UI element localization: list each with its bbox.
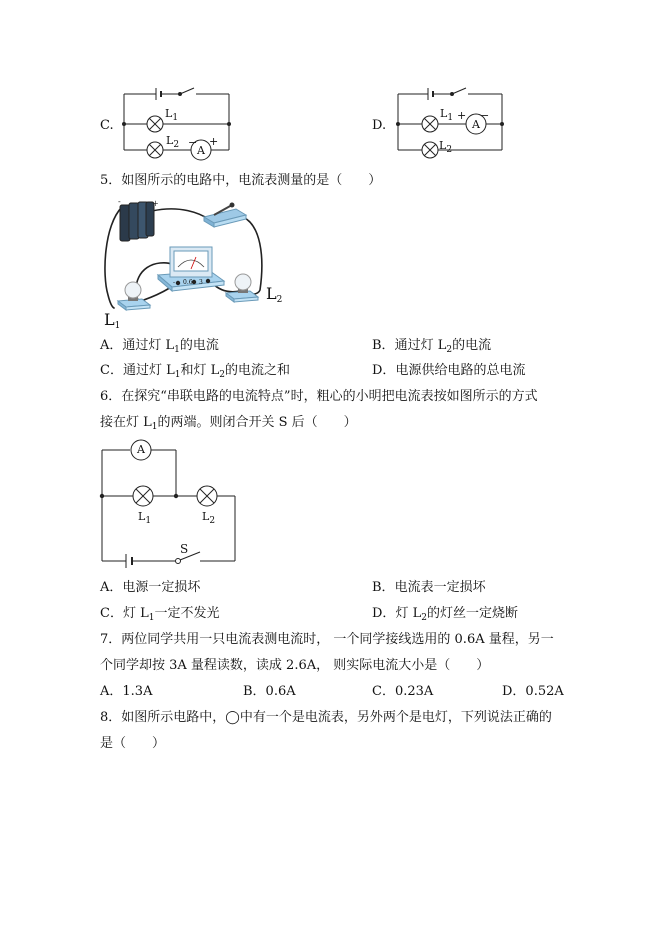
q6-l2-label: $L_2$ — [202, 510, 216, 526]
q6-option-b[interactable]: B．电流表一定损坏 — [372, 580, 486, 595]
question-7-stem-line1: 7．两位同学共用一只电流表测电流时， 一个同学接线选用的 0.6A 量程，另一 — [100, 632, 554, 647]
bulb-l1 — [118, 282, 150, 310]
question-6-stem-line2: 接在灯 $L_1$的两端。则闭合开关 S 后（ ） — [100, 415, 357, 432]
svg-text:+: + — [152, 199, 159, 208]
q6-option-d[interactable]: D．灯 $L_2$的灯丝一定烧断 — [372, 606, 518, 623]
q5-option-c[interactable]: C．通过灯 $L_1$和灯 $L_2$的电流之和 — [100, 363, 290, 380]
q7-option-d[interactable]: D．0.52A — [502, 684, 564, 699]
q6-switch-label: S — [180, 542, 189, 556]
question-7-stem-line2: 个同学却按 3A 量程读数，读成 2.6A， 则实际电流大小是（ ） — [100, 658, 490, 673]
bulb-l2 — [226, 274, 258, 302]
q7-option-c[interactable]: C．0.23A — [372, 684, 434, 699]
q7-option-b[interactable]: B．0.6A — [243, 684, 296, 699]
knife-switch — [204, 203, 246, 228]
option-d-label: D. — [372, 118, 387, 133]
q5-option-a[interactable]: A．通过灯 $L_1$的电流 — [100, 338, 219, 355]
meter-scale2-label: 3 — [199, 279, 203, 286]
option-c-label: C. — [100, 118, 114, 133]
meter-scale-label: 0.6 — [183, 279, 193, 286]
q6-option-a[interactable]: A．电源一定损坏 — [100, 580, 201, 595]
meter-minus-label: - — [173, 279, 176, 286]
c-l2-label: $L_2$ — [166, 134, 180, 150]
d-l1-label: $L_1$ — [440, 107, 454, 123]
q6-l1-label: $L_1$ — [138, 510, 152, 526]
c-minus-sign: − — [188, 136, 198, 149]
q7-option-a[interactable]: A．1.3A — [100, 684, 153, 699]
d-ammeter-label: A — [472, 118, 480, 131]
photo-l2-label: $L_2$ — [266, 284, 283, 305]
svg-text:-: - — [118, 197, 121, 206]
circuit-photo — [100, 195, 300, 330]
question-5-stem: 5．如图所示的电路中，电流表测量的是（ ） — [100, 173, 382, 188]
d-minus-sign: − — [480, 109, 490, 122]
q6-ammeter-label: A — [137, 443, 145, 456]
question-8-stem-line2: 是（ ） — [100, 736, 166, 751]
question-6-stem-line1: 6．在探究“串联电路的电流特点”时，粗心的小明把电流表按如图所示的方式 — [100, 389, 538, 404]
question-8-stem-line1: 8．如图所示电路中，◯中有一个是电流表，另外两个是电灯，下列说法正确的 — [100, 710, 552, 725]
d-l2-label: $L_2$ — [439, 139, 453, 155]
q5-option-b[interactable]: B．通过灯 $L_2$的电流 — [372, 338, 492, 355]
q6-option-c[interactable]: C．灯 $L_1$一定不发光 — [100, 606, 220, 623]
circuit-diagram-q6 — [96, 440, 241, 568]
d-plus-sign: + — [457, 109, 467, 122]
q5-option-d[interactable]: D．电源供给电路的总电流 — [372, 363, 526, 378]
c-plus-sign: + — [209, 135, 219, 148]
photo-l1-label: $L_1$ — [104, 310, 121, 331]
c-ammeter-label: A — [197, 144, 205, 157]
c-l1-label: $L_1$ — [165, 107, 179, 123]
battery-pack — [120, 202, 154, 241]
